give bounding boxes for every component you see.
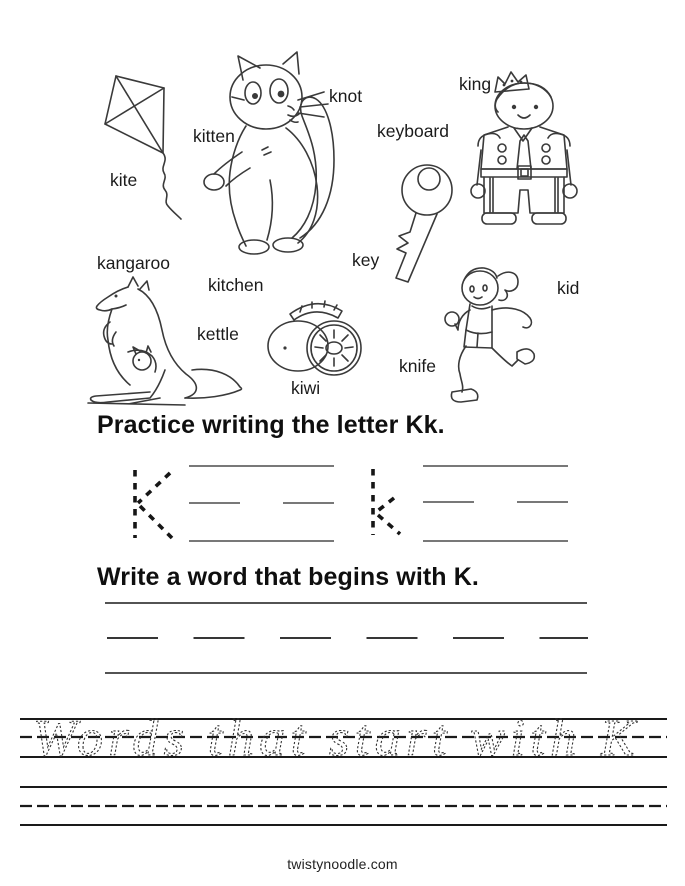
label-king: king <box>459 74 492 94</box>
label-knot: knot <box>329 86 363 106</box>
write-word-heading: Write a word that begins with K. <box>97 563 479 591</box>
site-footer: twistynoodle.com <box>287 856 398 872</box>
label-kitchen: kitchen <box>208 275 264 295</box>
label-keyboard: keyboard <box>377 121 449 141</box>
label-kiwi: kiwi <box>291 378 321 398</box>
handwriting-rule-set-2 <box>20 787 667 825</box>
kiwi-drawing <box>268 301 361 375</box>
label-key: key <box>352 250 380 270</box>
practice-guide-lines <box>189 466 568 541</box>
traced-letter-K <box>135 470 172 538</box>
practice-heading: Practice writing the letter Kk. <box>97 411 445 439</box>
label-kite: kite <box>110 170 138 190</box>
kid-drawing <box>445 268 534 402</box>
label-kangaroo: kangaroo <box>97 253 170 273</box>
cursive-trace-text: Words that start with K <box>33 710 635 767</box>
kitten-drawing <box>204 52 334 254</box>
label-kettle: kettle <box>197 324 239 344</box>
label-kid: kid <box>557 278 580 298</box>
label-knife: knife <box>399 356 436 376</box>
label-kitten: kitten <box>193 126 235 146</box>
kite-drawing <box>105 76 181 219</box>
traced-letter-k <box>373 469 400 535</box>
key-drawing <box>396 165 452 282</box>
word-writing-lines <box>105 603 588 673</box>
